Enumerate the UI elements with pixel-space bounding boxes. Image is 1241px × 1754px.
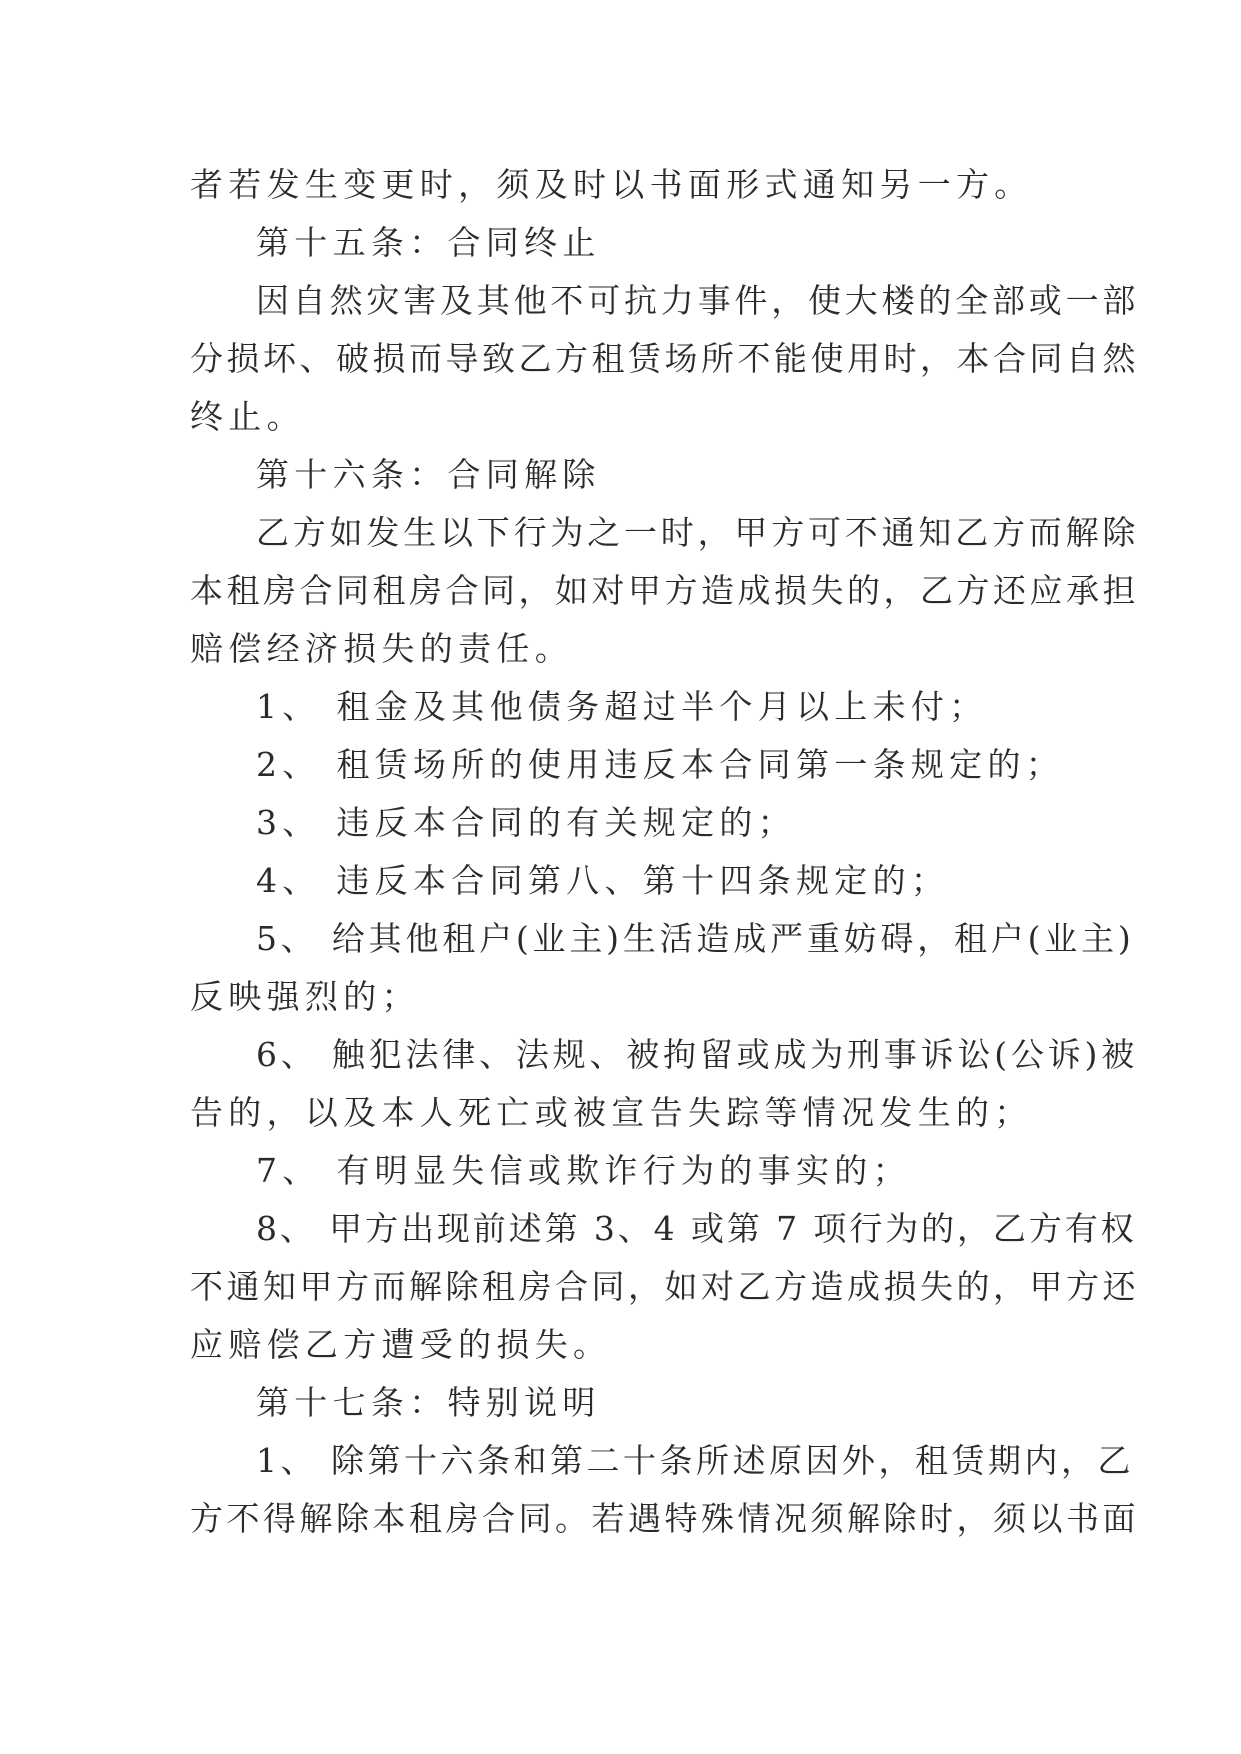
list-item: 8、 甲方出现前述第 3、4 或第 7 项行为的，乙方有权 bbox=[256, 1209, 1137, 1248]
list-item: 3、 违反本合同的有关规定的； bbox=[256, 803, 796, 842]
text-line: 终止。 bbox=[190, 397, 305, 436]
list-item: 1、 除第十六条和第二十条所述原因外，租赁期内，乙 bbox=[256, 1441, 1134, 1480]
section-heading: 第十七条：特别说明 bbox=[256, 1383, 601, 1422]
list-item: 2、 租赁场所的使用违反本合同第一条规定的； bbox=[256, 745, 1065, 784]
text-line: 者若发生变更时，须及时以书面形式通知另一方。 bbox=[190, 165, 1033, 204]
section-heading: 第十六条：合同解除 bbox=[256, 455, 601, 494]
text-line: 不通知甲方而解除租房合同，如对乙方造成损失的，甲方还 bbox=[190, 1267, 1139, 1306]
section-heading: 第十五条：合同终止 bbox=[256, 223, 601, 262]
text-line: 应赔偿乙方遭受的损失。 bbox=[190, 1325, 612, 1364]
list-item: 6、 触犯法律、法规、被拘留或成为刑事诉讼(公诉)被 bbox=[256, 1035, 1139, 1074]
text-line: 赔偿经济损失的责任。 bbox=[190, 629, 573, 668]
text-line: 方不得解除本租房合同。若遇特殊情况须解除时，须以书面 bbox=[190, 1499, 1139, 1538]
text-line: 分损坏、破损而导致乙方租赁场所不能使用时，本合同自然 bbox=[190, 339, 1139, 378]
list-item: 4、 违反本合同第八、第十四条规定的； bbox=[256, 861, 950, 900]
list-item: 1、 租金及其他债务超过半个月以上未付； bbox=[256, 687, 988, 726]
text-line: 乙方如发生以下行为之一时，甲方可不通知乙方而解除 bbox=[256, 513, 1140, 552]
text-line: 本租房合同租房合同，如对甲方造成损失的，乙方还应承担 bbox=[190, 571, 1139, 610]
text-line: 告的，以及本人死亡或被宣告失踪等情况发生的； bbox=[190, 1093, 1033, 1132]
text-line: 因自然灾害及其他不可抗力事件，使大楼的全部或一部 bbox=[256, 281, 1140, 320]
text-line: 反映强烈的； bbox=[190, 977, 420, 1016]
list-item: 7、 有明显失信或欺诈行为的事实的； bbox=[256, 1151, 911, 1190]
list-item: 5、 给其他租户(业主)生活造成严重妨碍，租户(业主) bbox=[256, 919, 1135, 958]
